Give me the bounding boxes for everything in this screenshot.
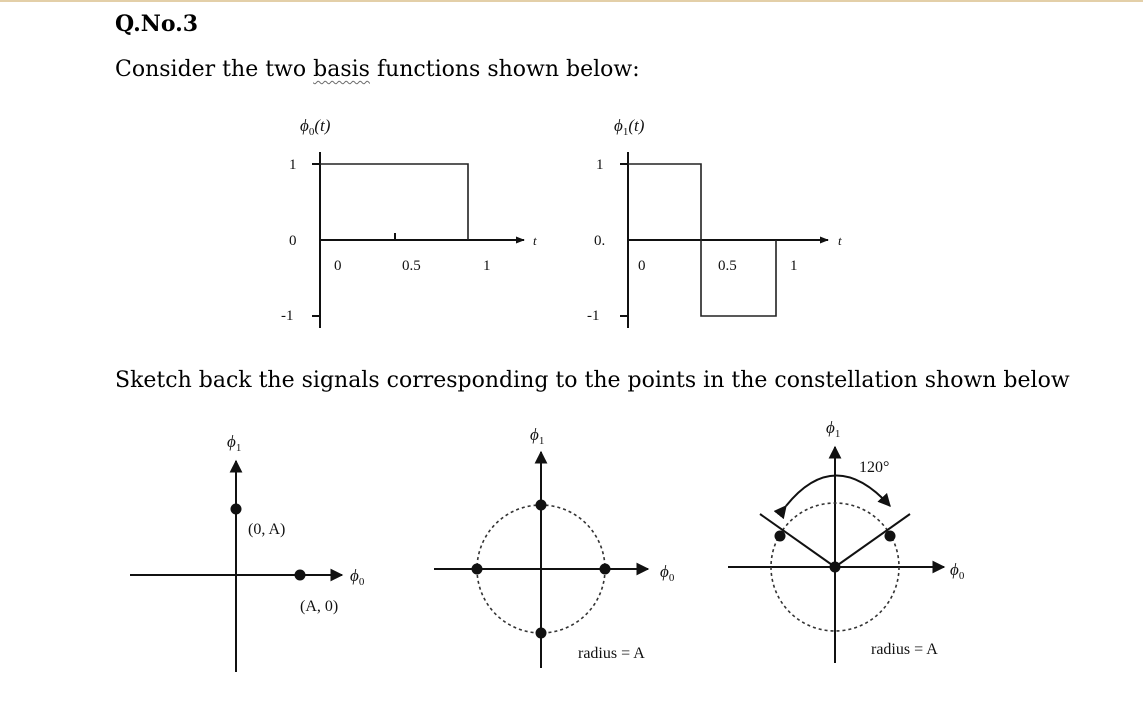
intro-text-before: Consider the two xyxy=(115,57,314,82)
question-number: Q.No.3 xyxy=(115,11,199,37)
constc-phi1-label: $\phi_1$ xyxy=(826,418,841,440)
constb-point-top xyxy=(536,500,547,511)
phi0-t-axis-label: t xyxy=(533,233,537,248)
constb-radius-label: radius = A xyxy=(578,645,645,662)
consta-phi1-label: $\phi_1$ xyxy=(227,432,242,454)
question-instruction: Sketch back the signals corresponding to the points in the constellation shown below xyxy=(115,368,1070,393)
intro-text-after: functions shown below: xyxy=(369,57,640,82)
constc-angle-label: 120° xyxy=(859,459,890,476)
phi1-ytick-label-0: 0. xyxy=(594,233,606,249)
phi1-t-axis-label: t xyxy=(838,233,842,248)
consta-phi0-label: $\phi_0$ xyxy=(350,566,365,588)
phi0-ytick-label-1: 1 xyxy=(289,157,297,173)
phi1-xtick-label-half: 0.5 xyxy=(718,258,737,274)
phi1-ytick-label-neg1: -1 xyxy=(587,308,600,324)
phi0-ytick-label-0: 0 xyxy=(289,233,297,249)
constc-angle-arc xyxy=(786,476,890,507)
constellation-b xyxy=(434,425,675,668)
intro-word-basis: basis xyxy=(313,57,370,82)
consta-point-label-A0: (A, 0) xyxy=(300,598,339,615)
constc-radius-label: radius = A xyxy=(871,641,938,658)
consta-point-label-0A: (0, A) xyxy=(248,521,286,538)
phi0-xtick-label-0: 0 xyxy=(334,258,342,274)
constb-point-right xyxy=(600,564,611,575)
constc-point-right xyxy=(885,531,896,542)
constb-phi1-label: $\phi_1$ xyxy=(530,425,545,447)
phi1-title: $\phi_1(t)$ xyxy=(614,116,645,138)
constc-point-origin xyxy=(830,562,841,573)
constc-phi0-label: $\phi_0$ xyxy=(950,560,965,582)
constc-ray-left xyxy=(760,514,835,567)
constc-ray-right xyxy=(835,514,910,567)
constc-point-left xyxy=(775,531,786,542)
phi0-ytick-label-neg1: -1 xyxy=(281,308,294,324)
phi1-ytick-label-1: 1 xyxy=(596,157,604,173)
phi1-plot xyxy=(587,116,842,328)
constb-point-bottom xyxy=(536,628,547,639)
constellation-c xyxy=(728,418,965,663)
phi0-xtick-label-half: 0.5 xyxy=(402,258,421,274)
consta-point-0-A xyxy=(231,504,242,515)
phi1-xtick-label-1: 1 xyxy=(790,258,798,274)
consta-point-A-0 xyxy=(295,570,306,581)
phi1-xtick-label-0: 0 xyxy=(638,258,646,274)
phi0-waveform xyxy=(320,164,468,240)
phi0-plot xyxy=(281,116,537,328)
constb-point-left xyxy=(472,564,483,575)
phi0-title: $\phi_0(t)$ xyxy=(300,116,331,138)
constb-phi0-label: $\phi_0$ xyxy=(660,562,675,584)
phi0-xtick-label-1: 1 xyxy=(483,258,491,274)
constellation-a xyxy=(130,432,365,672)
